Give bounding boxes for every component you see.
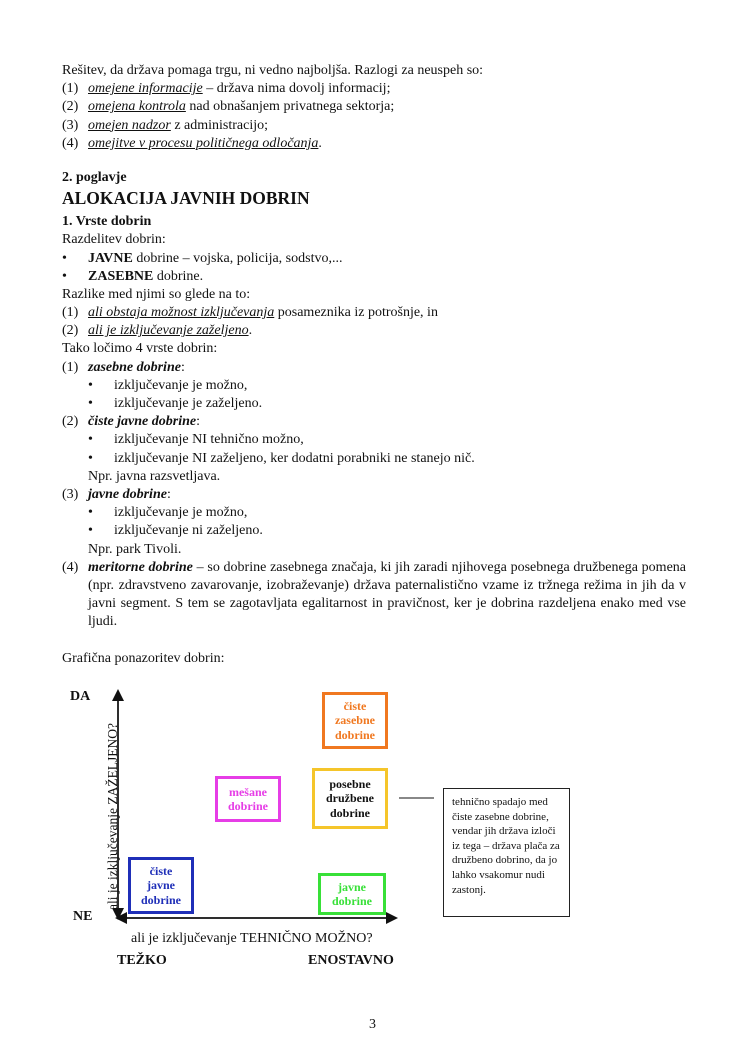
division-label: Razdelitev dobrin: (62, 232, 166, 248)
box-text: javne (337, 879, 366, 894)
bullet-text: izključevanje je možno, (114, 505, 248, 521)
box-ciste-javne-dobrine (128, 857, 194, 914)
division-rest: dobrine – vojska, policija, sodstvo,... (132, 250, 343, 266)
box-text: družbene (326, 791, 374, 806)
differences-label: Razlike med njimi so glede na to: (62, 286, 251, 302)
explanation-note: tehnično spadajo med čiste zasebne dobrine, vendar jih država izloči iz tega – država plača za družbeno dobrino, da jo lahko vsakomur nudi zastonj. (443, 788, 570, 917)
diagram-label: Grafična ponazoritev dobrin: (62, 650, 225, 666)
colon: : (166, 486, 171, 502)
type-name: zasebne dobrine (88, 359, 181, 375)
item-number: (3) (62, 486, 79, 502)
bullet-icon: • (88, 505, 93, 521)
x-axis-left-label: TEŽKO (117, 953, 167, 968)
bullet-icon: • (88, 523, 93, 539)
meritorne-description: – so dobrine zasebnega značaja, ki jih zaradi njihovega posebnega družbenega pomena (npr. zdravstveno zavarovanje, izobraževanje) država paternalistično vzame iz tržnega režima in jih da v javni segment. S tem se zagotavljata egalitarnost in pravičnost, ker je dobrina razdeljena enako med vse ljudi. (88, 559, 687, 630)
item-number: (3) (62, 117, 79, 133)
page-number: 3 (369, 1017, 376, 1032)
box-text: dobrine (329, 805, 370, 820)
item-number: (1) (62, 359, 79, 375)
y-axis-bottom-label: NE (73, 909, 93, 924)
y-axis-top-label: DA (70, 689, 91, 704)
box-text: javne (146, 878, 175, 893)
reason-rest: nad obnašanjem privatnega sektorja; (185, 99, 395, 115)
type-example: Npr. park Tivoli. (88, 541, 182, 557)
reason-term: omejena kontrola (88, 99, 186, 115)
reason-rest: – država nima dovolj informacij; (202, 81, 391, 97)
reason-term: omejene informacije (88, 81, 203, 97)
box-text: zasebne (334, 713, 375, 728)
difference-term: ali je izključevanje zaželjeno (88, 323, 249, 339)
x-axis-right-label: ENOSTAVNO (308, 953, 394, 968)
item-number: (1) (62, 81, 79, 97)
difference-rest: . (248, 323, 253, 339)
types-label: Tako ločimo 4 vrste dobrin: (62, 341, 218, 357)
box-text: dobrine (227, 799, 268, 813)
box-text: čiste (149, 863, 173, 878)
box-text: dobrine (334, 727, 375, 742)
bullet-icon: • (88, 450, 93, 466)
item-number: (1) (62, 305, 79, 321)
bullet-text: izključevanje je možno, (114, 377, 248, 393)
type-name: meritorne dobrine (88, 559, 193, 575)
colon: : (180, 359, 185, 375)
reason-term: omejitve v procesu političnega odločanja (88, 135, 319, 151)
box-mesane-dobrine (215, 776, 281, 822)
bullet-text: izključevanje ni zaželjeno. (114, 523, 263, 539)
item-number: (4) (62, 135, 79, 151)
type-example: Npr. javna razsvetljava. (88, 468, 221, 484)
reason-term: omejen nadzor (88, 117, 171, 133)
division-rest: dobrine. (153, 268, 204, 284)
reason-rest: z administracijo; (170, 117, 269, 133)
bullet-icon: • (88, 432, 93, 448)
reason-rest: . (318, 135, 322, 151)
colon: : (196, 414, 200, 430)
intro-text: Rešitev, da država pomaga trgu, ni vedno najboljša. Razlogi za neuspeh so: (62, 63, 484, 78)
item-number: (4) (62, 559, 79, 575)
item-number: (2) (62, 323, 79, 339)
type-name: javne dobrine (88, 486, 167, 502)
bullet-icon: • (62, 268, 67, 284)
x-axis-label: ali je izključevanje TEHNIČNO MOŽNO? (131, 931, 373, 946)
box-javne-dobrine (318, 873, 386, 915)
bullet-icon: • (62, 250, 67, 266)
chapter-title: ALOKACIJA JAVNIH DOBRIN (62, 188, 310, 209)
chapter-label: 2. poglavje (62, 169, 127, 185)
box-ciste-zasebne-dobrine (322, 692, 388, 749)
difference-term: ali obstaja možnost izključevanja (88, 305, 275, 321)
y-axis-label: ali je izključevanje ZAŽELJENO? (105, 722, 120, 910)
box-posebne-druzbene-dobrine (312, 768, 388, 829)
item-number: (2) (62, 99, 79, 115)
section-title: 1. Vrste dobrin (62, 214, 152, 230)
box-text: dobrine (331, 894, 372, 908)
box-text: mešane (228, 784, 267, 799)
bullet-text: izključevanje NI zaželjeno, ker dodatni porabniki ne stanejo nič. (114, 450, 475, 466)
type-name: čiste javne dobrine (88, 414, 197, 430)
box-text: dobrine (140, 892, 181, 907)
difference-rest: posameznika iz potrošnje, in (274, 305, 438, 321)
bullet-text: izključevanje NI tehnično možno, (114, 432, 304, 448)
box-text: posebne (329, 776, 371, 791)
division-term: ZASEBNE (88, 268, 154, 284)
division-term: JAVNE (88, 250, 133, 266)
box-text: čiste (343, 698, 367, 713)
bullet-text: izključevanje je zaželjeno. (114, 396, 263, 411)
bullet-icon: • (88, 377, 93, 393)
item-number: (2) (62, 414, 79, 430)
bullet-icon: • (88, 396, 93, 411)
